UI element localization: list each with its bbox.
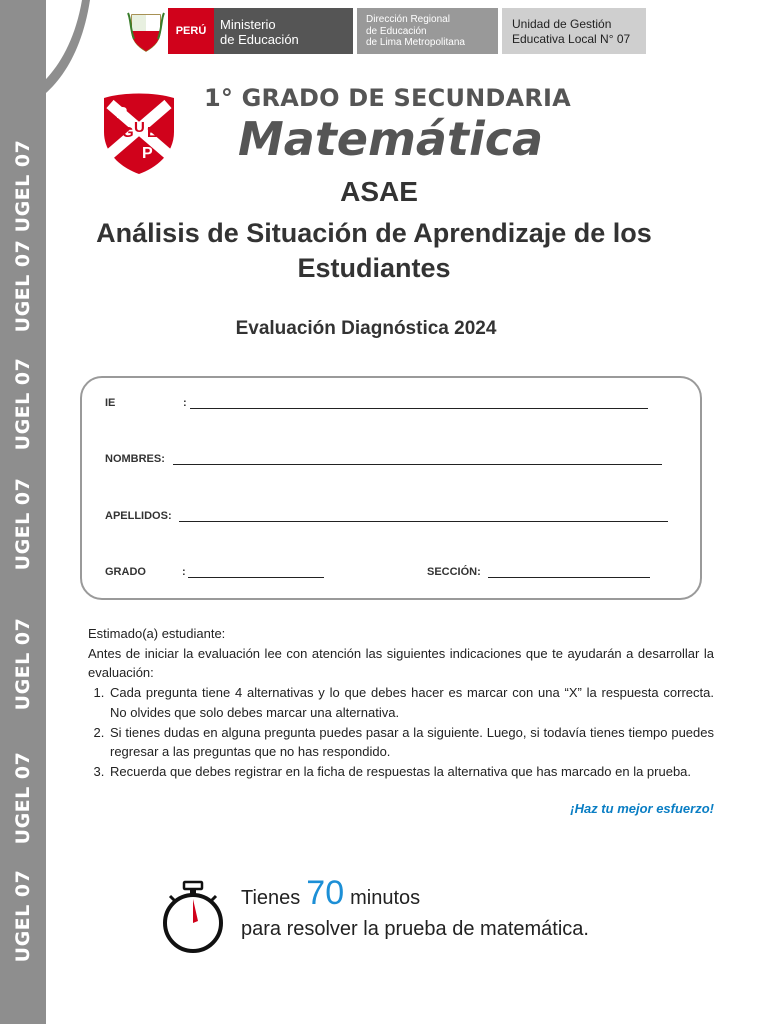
intro: Antes de iniciar la evaluación lee con atención las siguientes indicaciones que te ayudarán a desarrollar la evaluación: — [88, 645, 714, 681]
instruction-list — [88, 683, 714, 782]
instruction-item: 1. Cada pregunta tiene 4 alternativas y lo que debes hacer es marcar con una “X” la respuesta correcta. No olvides que solo debes marcar una alternativa. — [108, 683, 714, 722]
instructions — [88, 624, 714, 782]
student-info-form — [80, 376, 702, 600]
instruction-item: 3. Recuerda que debes registrar en la ficha de respuestas la alternativa que has marcado en la prueba. — [108, 762, 714, 782]
asae-title: ASAE — [340, 176, 418, 207]
apellidos-field[interactable] — [179, 521, 668, 522]
effort-message: ¡Haz tu mejor esfuerzo! — [570, 801, 714, 816]
ugel-name: Unidad de Gestión Educativa Local N° 07 — [502, 8, 646, 54]
instruction-item: 2. Si tienes dudas en alguna pregunta puedes pasar a la siguiente. Luego, si todavía tienes tiempo puedes regresar a las preguntas que no has respondido. — [108, 723, 714, 762]
side-band: UGEL 07 UGEL 07 UGEL 07 UGEL 07 UGEL 07 UGEL 07 UGEL 07 — [0, 0, 46, 1024]
seccion-field[interactable] — [488, 577, 650, 578]
seccion-label: SECCIÓN: — [427, 566, 481, 578]
grado-field[interactable] — [188, 577, 324, 578]
evaluation-title: Evaluación Diagnóstica 2024 — [235, 318, 497, 339]
svg-text:E: E — [147, 124, 158, 141]
grado-colon: : — [182, 566, 186, 578]
svg-text:U: U — [134, 119, 145, 136]
nombres-label: NOMBRES: — [105, 453, 165, 465]
ie-colon: : — [183, 397, 187, 409]
peru-badge: PERÚ — [168, 8, 214, 54]
dre-name: Dirección Regional de Educación de Lima Metropolitana — [357, 8, 498, 54]
svg-text:G: G — [122, 124, 134, 141]
minutes-value: 70 — [306, 874, 345, 912]
subject-title: Matemática — [238, 112, 544, 166]
header-logos — [124, 8, 646, 54]
apellidos-label: APELLIDOS: — [105, 510, 172, 522]
rguep-shield-logo — [100, 92, 178, 176]
time-limit: Tienes 70 minutos — [241, 874, 421, 912]
ie-field[interactable] — [190, 408, 648, 409]
nombres-field[interactable] — [173, 464, 662, 465]
svg-text:R: R — [116, 105, 128, 122]
svg-text:P: P — [142, 145, 153, 162]
corner-arc — [0, 0, 90, 110]
asae-full-name: Análisis de Situación de Aprendizaje de los Estudiantes — [96, 218, 652, 283]
grado-label: GRADO — [105, 566, 146, 578]
time-limit-line2: para resolver la prueba de matemática. — [241, 918, 589, 940]
ie-label: IE — [105, 397, 116, 409]
coat-of-arms-icon — [124, 8, 168, 54]
ministry-name: Ministerio de Educación — [214, 8, 353, 54]
greeting: Estimado(a) estudiante: — [88, 626, 226, 641]
stopwatch-icon — [158, 880, 228, 954]
grade-title: 1° GRADO DE SECUNDARIA — [204, 84, 571, 112]
